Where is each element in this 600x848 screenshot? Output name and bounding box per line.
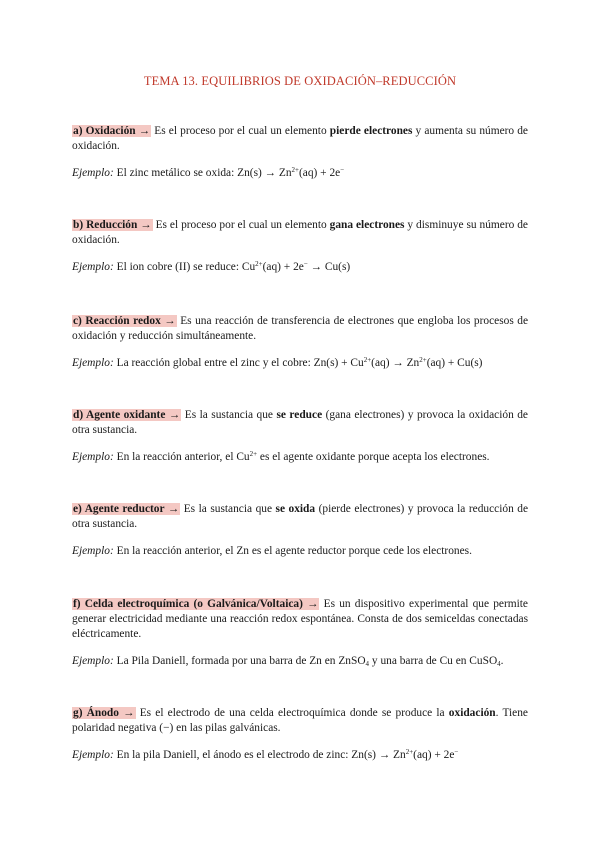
example-label: Ejemplo: [72, 545, 114, 557]
term-highlight: b) Reducción → [73, 219, 152, 231]
entry-reaccion-redox [72, 314, 529, 369]
example: Ejemplo: El ion cobre (II) se reduce: $Cu^{2+}(aq) + 2e^- \to Cu(s)$ [72, 260, 351, 273]
term-highlight: g) Ánodo → [73, 707, 135, 719]
arrow-icon: → [138, 125, 151, 137]
definition: b) Reducción → Es el proceso por el cual un elemento gana electrones y disminuye su número de oxidación. [72, 219, 528, 246]
example: Ejemplo: La Pila Daniell, formada por una barra de Zn en ZnSO$_4$ y una barra de Cu en CuSO$_4$. [72, 655, 504, 668]
entry-celda-electroquimica [72, 597, 528, 668]
definition: g) Ánodo → Es el electrodo de una celda electroquímica donde se produce la oxidación. Tiene polaridad negativa (−) en las pilas galvánicas. [72, 707, 528, 734]
example-label: Ejemplo: [72, 655, 114, 667]
definition: f) Celda electroquímica (o Galvánica/Voltaica) → Es un dispositivo experimental que permite generar electricidad mediante una reacción redox espontánea. Consta de dos semiceldas conectadas eléctricamente. [72, 598, 528, 640]
definition: e) Agente reductor → Es la sustancia que se oxida (pierde electrones) y provoca la reducción de otra sustancia. [72, 503, 529, 530]
arrow-icon: → [140, 219, 152, 231]
term-highlight: a) Oxidación → [73, 125, 151, 137]
example: Ejemplo: En la pila Daniell, el ánodo es el electrodo de zinc: $Zn(s) \to Zn^{2+}(aq) + 2e^-$ [72, 748, 459, 761]
example-label: Ejemplo: [72, 357, 114, 369]
definition: a) Oxidación → Es el proceso por el cual un elemento pierde electrones y aumenta su número de oxidación. [72, 125, 528, 152]
example-label: Ejemplo: [72, 261, 114, 273]
arrow-icon: → [307, 598, 319, 610]
example-label: Ejemplo: [72, 451, 114, 463]
entry-agente-reductor [72, 502, 529, 557]
entry-agente-oxidante [72, 408, 528, 463]
example: Ejemplo: En la reacción anterior, el $Cu^{2+}$ es el agente oxidante porque acepta los electrones. [72, 450, 490, 463]
page-title: TEMA 13. EQUILIBRIOS DE OXIDACIÓN–REDUCCIÓN [143, 74, 457, 88]
arrow-icon: → [164, 315, 176, 327]
definition: c) Reacción redox → Es una reacción de transferencia de electrones que engloba los procesos de oxidación y reducción simultáneamente. [72, 315, 529, 342]
example: Ejemplo: La reacción global entre el zinc y el cobre: $Zn(s) + Cu^{2+}(aq) \to Zn^{2+}(aq) + Cu(s)$ [72, 356, 483, 369]
term-highlight: d) Agente oxidante → [73, 409, 181, 421]
entry-oxidacion [72, 124, 528, 179]
example: Ejemplo: En la reacción anterior, el Zn es el agente reductor porque cede los electrones. [72, 545, 472, 557]
term-highlight: f) Celda electroquímica (o Galvánica/Voltaica) → [73, 598, 319, 610]
arrow-icon: → [123, 707, 135, 719]
arrow-icon: → [167, 503, 180, 515]
example-label: Ejemplo: [72, 749, 114, 761]
term-highlight: c) Reacción redox → [73, 315, 176, 327]
arrow-icon: → [168, 409, 181, 421]
definition: d) Agente oxidante → Es la sustancia que se reduce (gana electrones) y provoca la oxidación de otra sustancia. [72, 409, 528, 436]
term-highlight: e) Agente reductor → [73, 503, 180, 515]
example: Ejemplo: El zinc metálico se oxida: $Zn(s) \to Zn^{2+}(aq) + 2e^-$ [72, 166, 345, 179]
example-label: Ejemplo: [72, 167, 114, 179]
entry-anodo [72, 706, 528, 761]
entry-reduccion [72, 218, 528, 273]
